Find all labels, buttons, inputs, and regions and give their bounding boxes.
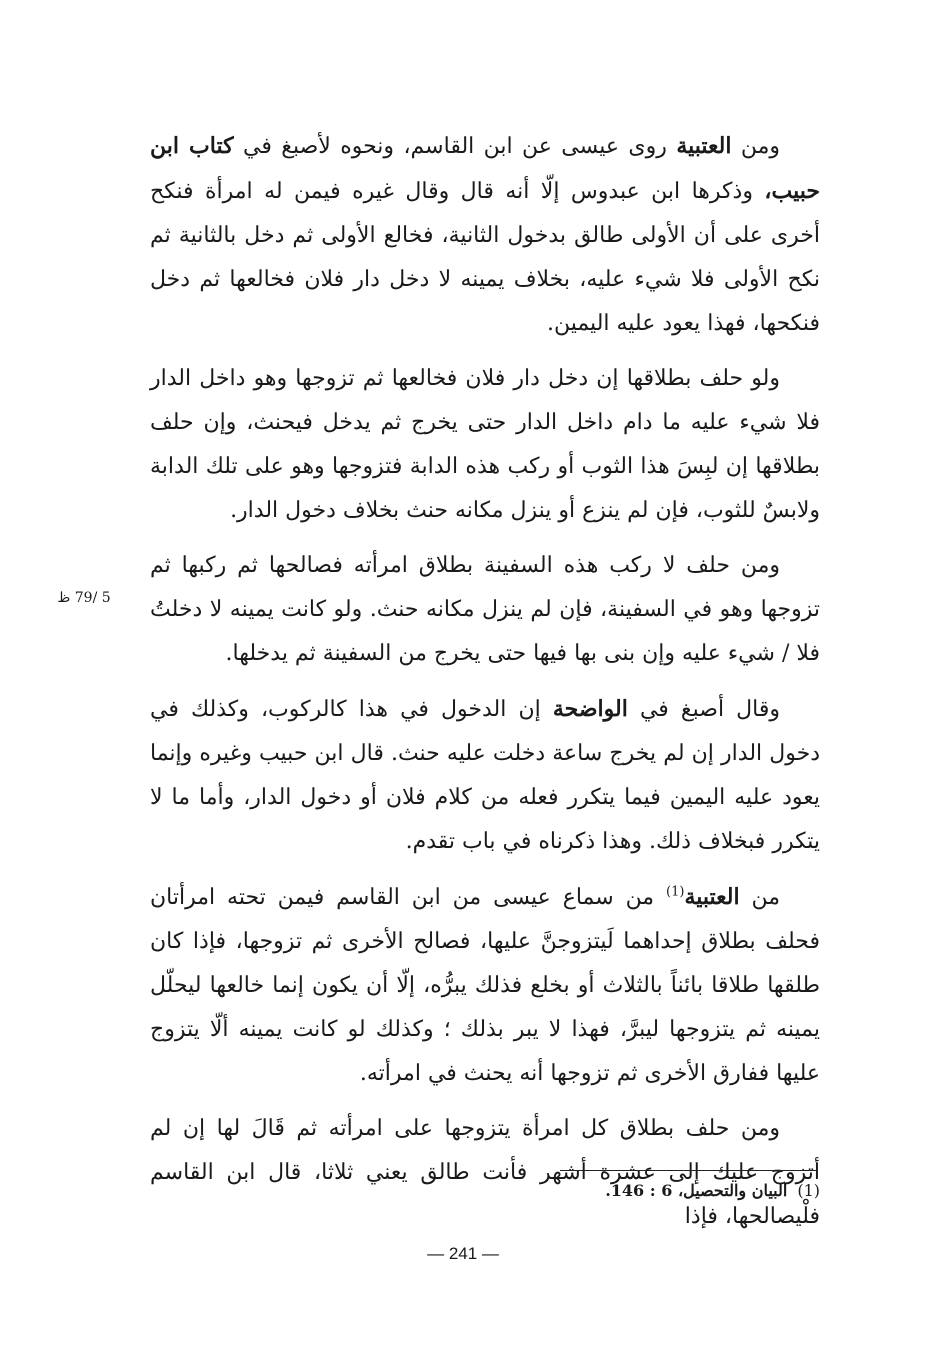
paragraph-text: من	[751, 885, 780, 910]
source-title-bold: كتاب ابن حبيب،	[150, 133, 820, 204]
paragraph-6: ومن حلف بطلاق كل امرأة يتزوجها على امرأته ثم قَالَ لها إن لم أتزوج عليك إلى عشرة أشهر فأنت طالق يعني ثلاثا، قال ابن القاسم فلْيصالحها، فإذا	[150, 1116, 820, 1229]
paragraph-4	[150, 687, 820, 864]
manuscript-folio-note: 5 /79 ظ	[57, 590, 111, 606]
paragraph-text: وقال أصبغ في	[639, 697, 780, 722]
main-text	[150, 124, 820, 1239]
footnote-text: البيان والتحصيل، 6 : 146.	[605, 1181, 788, 1200]
paragraph-3: ومن حلف لا ركب هذه السفينة بطلاق امرأته فصالحها ثم ركبها ثم تزوجها وهو في السفينة، فإن لم ينزل مكانه حنث. ولو كانت يمينه لا دخلتُ فلا / شيء عليه وإن بنى بها فيها حتى يخرج من السفينة ثم يدخلها.	[150, 553, 820, 666]
footnote-reference: (1)	[666, 884, 685, 900]
source-title-bold: الواضحة	[552, 696, 628, 722]
paragraph-text: وذكرها ابن عبدوس إلّا أنه قال وقال غيره فيمن له امرأة فنكح أخرى على أن الأولى طالق بدخول الثانية، فخالع الأولى ثم دخل بالثانية ثم نكح الأولى فلا شيء عليه، بخلاف يمينه لا دخل دار فلان فخالعها ثم دخل فنكحها، فهذا يعود عليه اليمين.	[150, 179, 820, 336]
footnote-divider	[560, 1170, 818, 1171]
paragraph-text: روى عيسى عن ابن القاسم، ونحوه لأصبغ في	[242, 134, 667, 159]
paragraph-text: من سماع عيسى من ابن القاسم فيمن تحته امرأتان فحلف بطلاق إحداهما لَيتزوجنَّ عليها، فصالح الأخرى ثم تزوجها، فإذا كان طلقها طلاقا بائناً بالثلاث أو بخلع فذلك يبرُّه، إلّا أن يكون إنما خالعها ليحلّل يمينه ثم يتزوجها ليبرَّ، فهذا لا يبر بذلك ؛ وكذلك لو كانت يمينه ألّا يتزوج عليها ففارق الأخرى ثم تزوجها أنه يحنث في امرأته.	[150, 885, 820, 1086]
source-title-bold: العتبية	[684, 884, 740, 910]
footnote	[480, 1180, 820, 1202]
paragraph-1	[150, 124, 820, 346]
footnote-number: (1)	[797, 1181, 820, 1200]
paragraph-text: ومن	[740, 134, 781, 159]
source-title-bold: العتبية	[676, 133, 732, 159]
paragraph-2: ولو حلف بطلاقها إن دخل دار فلان فخالعها ثم تزوجها وهو داخل الدار فلا شيء عليه ما دام داخل الدار حتى يخرج ثم يدخل فيحنث، وإن حلف بطلاقها إن لبِسَ هذا الثوب أو ركب هذه الدابة فتزوجها وهو على تلك الدابة ولابسٌ للثوب، فإن لم ينزع أو ينزل مكانه حنث بخلاف دخول الدار.	[150, 366, 820, 523]
paragraph-5	[150, 875, 820, 1096]
page-number: — 241 —	[427, 1244, 499, 1263]
paragraph-text: إن الدخول في هذا كالركوب، وكذلك في دخول الدار إن لم يخرج ساعة دخلت عليه حنث. قال ابن حبيب وغيره وإنما يعود عليه اليمين فيما يتكرر فعله من كلام فلان أو دخول الدار، وأما ما لا يتكرر فبخلاف ذلك. وهذا ذكرناه في باب تقدم.	[150, 697, 820, 854]
